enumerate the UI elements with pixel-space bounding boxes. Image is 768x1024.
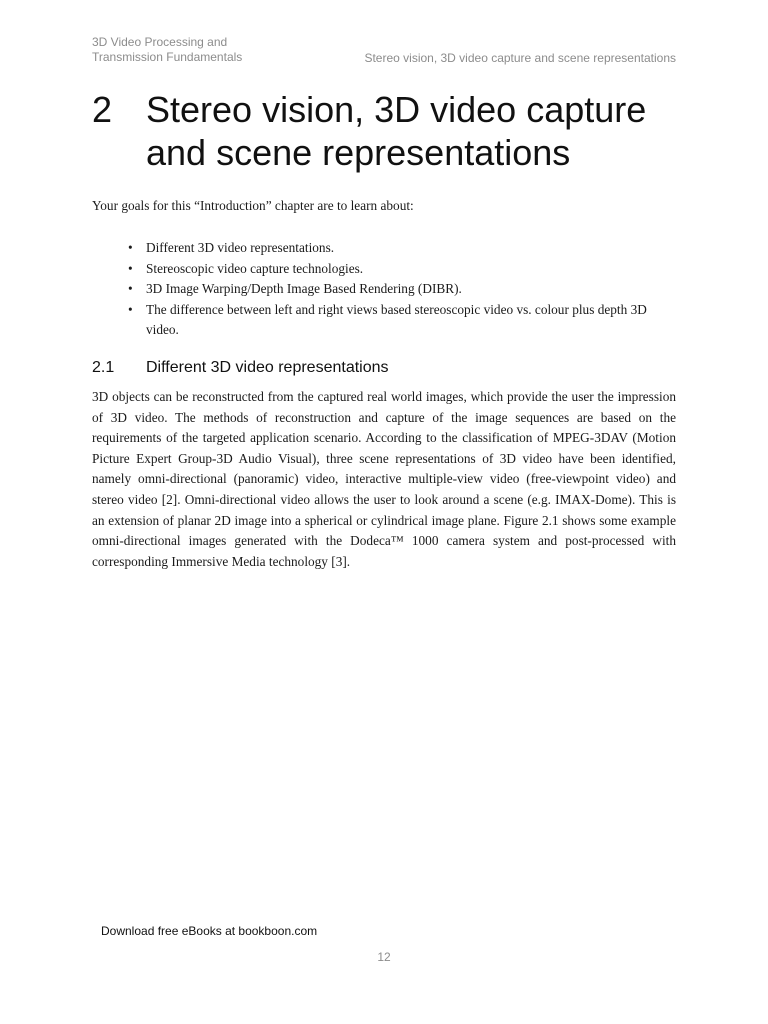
- chapter-title: Stereo vision, 3D video capture and scene representations: [146, 89, 647, 173]
- list-item: [128, 300, 678, 341]
- book-title: [92, 35, 242, 65]
- intro-paragraph: Your goals for this “Introduction” chapter are to learn about:: [92, 198, 414, 213]
- list-item-text: Stereoscopic video capture technologies.: [146, 260, 364, 276]
- list-item: [128, 279, 678, 300]
- list-item: [128, 259, 678, 280]
- book-title-line2: Transmission Fundamentals: [92, 50, 243, 64]
- running-chapter-title: Stereo vision, 3D video capture and scene representations: [364, 51, 676, 65]
- download-link[interactable]: Download free eBooks at bookboon.com: [101, 924, 318, 938]
- list-item: [128, 238, 678, 259]
- bullet-icon: •: [128, 281, 133, 297]
- list-item-text: The difference between left and right views based stereoscopic video vs. colour plus depth 3D video.: [146, 301, 647, 338]
- running-header: [92, 35, 676, 69]
- chapter-number: 2: [92, 89, 113, 130]
- list-item-text: Different 3D video representations.: [146, 240, 335, 255]
- list-item-text: 3D Image Warping/Depth Image Based Rendering (DIBR).: [146, 281, 462, 297]
- bullet-icon: •: [128, 301, 133, 317]
- book-title-line1: 3D Video Processing and: [92, 35, 228, 49]
- goals-list: [128, 238, 678, 341]
- section-number: 2.1: [92, 359, 115, 376]
- bullet-icon: •: [128, 260, 133, 276]
- body-paragraph: 3D objects can be reconstructed from the captured real world images, which provide the user the impression of 3D video. The methods of reconstruction and capture of the image sequences are based on the requirements of the targeted application scenario. According to the classification of MPEG-3DAV (Motion Picture Expert Group-3D Audio Visual), three scene representations of 3D video have been identified, namely omni-directional (panoramic) video, interactive multiple-view video (free-viewpoint video) and stereo video [2]. Omni-directional video allows the user to look around a scene (e.g. IMAX-Dome). This is an extension of planar 2D image into a spherical or cylindrical image plane. Figure 2.1 shows some example omni-directional images generated with the Dodeca™ 1000 camera system and post-processed with corresponding Immersive Media technology [3].: [92, 389, 676, 569]
- section-title: Different 3D video representations: [146, 359, 389, 376]
- bullet-icon: •: [128, 240, 133, 255]
- page-number: 12: [377, 950, 391, 964]
